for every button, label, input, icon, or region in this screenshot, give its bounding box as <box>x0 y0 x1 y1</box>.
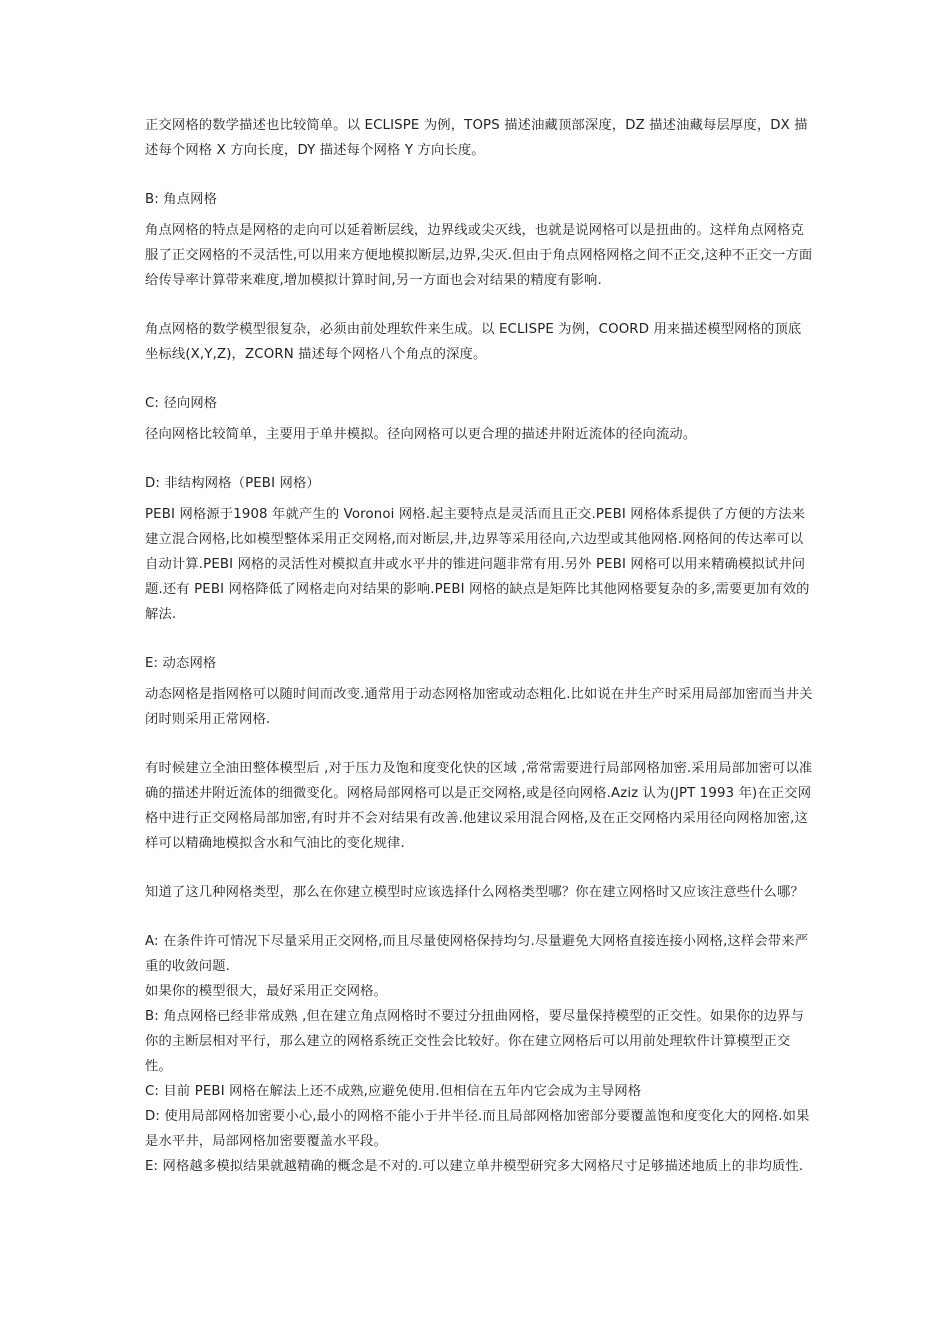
paragraph-local-grid-refinement: 有时候建立全油田整体模型后 ,对于压力及饱和度变化快的区域 ,常常需要进行局部网格加密.采用局部加密可以准确的描述井附近流体的细微变化。网格局部网格可以是正交网格,或是径向网格.Aziz 认为(JPT 1993 年)在正交网格中进行正交网格局部加密,有时并不会对结果有改善.他建议采用混合网格,及在正交网格内采用径向网格加密,这样可以精确地模拟含水和气油比的变化规律. <box>145 761 813 851</box>
answer-e: E: 网格越多模拟结果就越精确的概念是不对的.可以建立单井模型研究多大网格尺寸足够描述地质上的非均质性. <box>145 1159 804 1174</box>
paragraph-corner-point-features: 角点网格的特点是网格的走向可以延着断层线，边界线或尖灭线，也就是说网格可以是扭曲的。这样角点网格克服了正交网格的不灵活性,可以用来方便地模拟断层,边界,尖灭.但由于角点网格网格之间不正交,这种不正交一方面给传导率计算带来难度,增加模拟计算时间,另一方面也会对结果的精度有影响. <box>145 223 813 288</box>
paragraph-dynamic-grid: 动态网格是指网格可以随时间而改变.通常用于动态网格加密或动态粗化.比如说在井生产时采用局部加密而当井关闭时则采用正常网格. <box>145 687 813 727</box>
heading-dynamic-grid: E: 动态网格 <box>145 656 217 671</box>
paragraph-radial-grid: 径向网格比较简单，主要用于单井模拟。径向网格可以更合理的描述井附近流体的径向流动。 <box>145 427 697 442</box>
answer-a-note: 如果你的模型很大，最好采用正交网格。 <box>145 984 388 999</box>
document-body <box>145 113 813 1179</box>
paragraph-pebi-grid: PEBI 网格源于1908 年就产生的 Voronoi 网格.起主要特点是灵活而且正交.PEBI 网格体系提供了方便的方法来建立混合网格,比如模型整体采用正交网格,而对断层,井,边界等采用径向,六边型或其他网格.网格间的传达率可以自动计算.PEBI 网格的灵活性对模拟直井或水平井的锥进问题非常有用.另外 PEBI 网格可以用来精确模拟试井问题.还有 PEBI 网格降低了网格走向对结果的影响.PEBI 网格的缺点是矩阵比其他网格要复杂的多,需要更加有效的解法. <box>145 507 810 622</box>
answer-a: A: 在条件许可情况下尽量采用正交网格,而且尽量使网格保持均匀.尽量避免大网格直接连接小网格,这样会带来严重的收敛问题. <box>145 934 809 974</box>
heading-radial-grid: C: 径向网格 <box>145 396 218 411</box>
answer-c: C: 目前 PEBI 网格在解法上还不成熟,应避免使用.但相信在五年内它会成为主导网格 <box>145 1084 642 1099</box>
heading-unstructured-grid: D: 非结构网格（PEBI 网格） <box>145 476 320 491</box>
paragraph-corner-point-math: 角点网格的数学模型很复杂，必须由前处理软件来生成。以 ECLISPE 为例，COORD 用来描述模型网格的顶底坐标线(X,Y,Z)，ZCORN 描述每个网格八个角点的深度。 <box>145 322 802 362</box>
answer-b: B: 角点网格已经非常成熟 ,但在建立角点网格时不要过分扭曲网格，要尽量保持模型的正交性。如果你的边界与你的主断层相对平行，那么建立的网格系统正交性会比较好。你在建立网格后可以用前处理软件计算模型正交性。 <box>145 1009 805 1074</box>
answer-d: D: 使用局部网格加密要小心,最小的网格不能小于井半径.而且局部网格加密部分要覆盖饱和度变化大的网格.如果是水平井，局部网格加密要覆盖水平段。 <box>145 1109 810 1149</box>
paragraph-orthogonal-grid-math: 正交网格的数学描述也比较简单。以 ECLISPE 为例，TOPS 描述油藏顶部深度，DZ 描述油藏每层厚度，DX 描述每个网格 X 方向长度，DY 描述每个网格 Y 方向长度。 <box>145 118 808 158</box>
heading-corner-point-grid: B: 角点网格 <box>145 192 218 207</box>
paragraph-grid-selection-question: 知道了这几种网格类型，那么在你建立模型时应该选择什么网格类型哪？你在建立网格时又应该注意些什么哪？ <box>145 885 804 900</box>
